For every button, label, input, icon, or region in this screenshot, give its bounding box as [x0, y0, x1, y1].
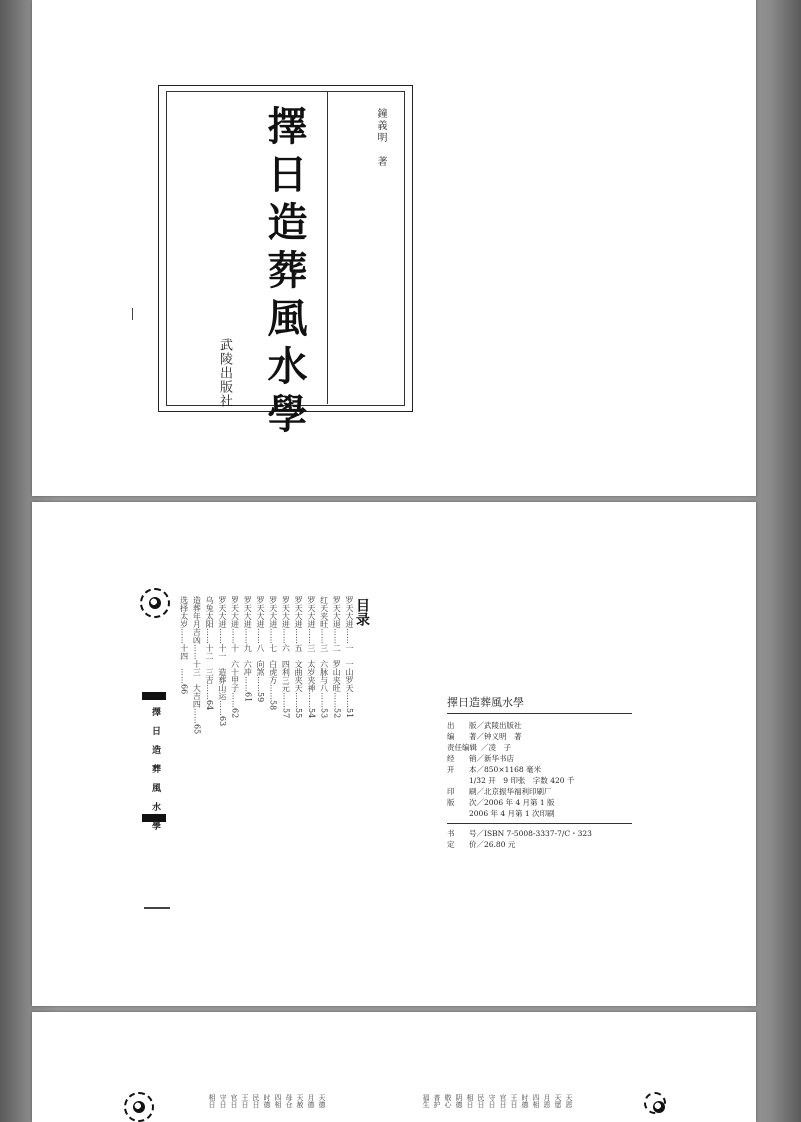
page3-col: 守日 [488, 1094, 496, 1108]
cover-divider [327, 91, 328, 404]
page3-col: 天赦 [296, 1094, 304, 1108]
page3-right-block [422, 1094, 574, 1122]
page3-col: 母仓 [285, 1094, 293, 1108]
page3-col: 民日 [252, 1094, 260, 1108]
colophon-row: 出 版／武陵出版社 [447, 721, 522, 730]
page3-col: 民日 [477, 1094, 485, 1108]
bagua-icon [644, 1092, 666, 1114]
colophon-row: 开 本／850×1168 毫米 [447, 765, 542, 774]
toc-entry: 罗天大进……七 白虎方……58 [268, 596, 278, 711]
page3-col: 王日 [510, 1094, 518, 1108]
colophon-row: 编 著／钟义明 著 [447, 732, 522, 741]
page-cover [32, 0, 756, 496]
spine-title: 擇日造葬風水學 [150, 707, 160, 840]
toc-entry: 罗天大进……八 向煞……59 [256, 596, 265, 703]
toc-heading: 目录 [354, 598, 370, 626]
colophon-divider [447, 823, 632, 824]
page3-col: 天德 [318, 1094, 326, 1108]
toc-entry: 罗天大进……六 四利三元……57 [281, 596, 291, 719]
toc-entry: 罗天大进……九 六冲……61 [243, 596, 253, 703]
colophon-row: 版 次／2006 年 4 月第 1 版 [447, 798, 555, 807]
page3-col: 普护 [433, 1094, 441, 1108]
page3-col: 月恩 [543, 1094, 551, 1108]
scan-mark [132, 308, 133, 320]
toc-entry: 罗天大进……三 太岁夹神……54 [307, 596, 316, 719]
bagua-icon [124, 1092, 154, 1122]
page3-col: 王日 [241, 1094, 249, 1108]
page3-col: 时德 [263, 1094, 271, 1108]
page3-col: 官日 [499, 1094, 507, 1108]
toc-entry: 罗天大进……十 六十甲子……62 [230, 596, 240, 719]
page3-col: 官日 [230, 1094, 238, 1108]
page-toc [32, 502, 756, 1006]
page3-col: 敬心 [444, 1094, 452, 1108]
page3-col: 天愿 [554, 1094, 562, 1108]
page3-col: 月德 [307, 1094, 315, 1108]
bagua-icon [140, 588, 170, 618]
toc-entry: 红天夹旺……三 六脉与八……53 [319, 596, 329, 719]
page3-col: 福生 [422, 1094, 430, 1108]
page3-col: 阴德 [455, 1094, 463, 1108]
colophon-row: 责任编辑 ／凌 子 [447, 743, 511, 752]
toc-entry: 乌兔太阳……十二 三吉……64 [205, 596, 215, 711]
toc-entry: 造葬年月吉凶……十三 大吉四……65 [192, 596, 202, 735]
page-three [32, 1012, 756, 1122]
page3-col: 守日 [219, 1094, 227, 1108]
cover-author: 鐘義明 著 [375, 108, 386, 168]
page3-col: 天恩 [565, 1094, 573, 1108]
cover-title: 擇日造葬風水學 [261, 105, 308, 441]
colophon-row: 书 号／ISBN 7-5008-3337-7/C・323 [447, 829, 592, 838]
page3-col: 四相 [532, 1094, 540, 1108]
spine-bar-top [142, 692, 166, 700]
page3-col: 四相 [274, 1094, 282, 1108]
colophon-row: 定 价／26.80 元 [447, 840, 516, 849]
page3-col: 相日 [466, 1094, 474, 1108]
colophon-row: 1/32 开 9 印张 字数 420 千 [469, 776, 575, 785]
scan-mark [144, 907, 170, 909]
colophon-title: 擇日造葬風水學 [447, 694, 632, 714]
toc-entry: 罗天大进……十一 造葬山运……63 [218, 596, 227, 727]
colophon [447, 694, 632, 850]
page3-col: 相日 [208, 1094, 216, 1108]
colophon-row: 经 销／新华书店 [447, 754, 514, 763]
colophon-row: 2006 年 4 月第 1 次印刷 [469, 809, 555, 818]
toc-list [180, 596, 355, 906]
page3-left-block [208, 1094, 327, 1122]
toc-entry: 罗天大进……一 一山罗天……51 [345, 596, 354, 719]
page3-col: 时德 [521, 1094, 529, 1108]
colophon-row: 印 刷／北京振华福利印刷厂 [447, 787, 552, 796]
toc-entry: 罗天大退……二 罗山夹旺……52 [332, 596, 342, 719]
toc-entry: 选择太岁……十四 ……66 [179, 596, 189, 695]
cover-publisher: 武陵出版社 [217, 338, 232, 408]
toc-entry: 罗天大进……五 文曲夹天……55 [294, 596, 304, 719]
